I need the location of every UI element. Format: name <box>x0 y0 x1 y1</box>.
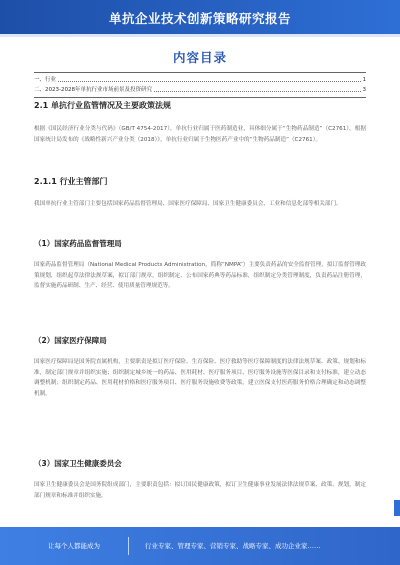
header-title: 单抗企业技术创新策略研究报告 <box>108 11 291 26</box>
toc-item-page: 3 <box>362 87 366 93</box>
section-heading-2-1-1: 2.1.1 行业主管部门 <box>34 177 108 186</box>
paragraph-nmpa: 国家药品监督管理局（National Medical Products Administration，简称“NMPA”）主要负责药品的安全监督管理，拟订监督管理政策规划，组织起草法律法规草案，拟订部门规章，组织制定、公布国家药典等药品标准，组织制定分类管理制度，负责药品注册管理，监督实施药品研制、生产、经营、使用质量管理规范等。 <box>34 262 366 289</box>
page-header <box>0 0 400 34</box>
toc-item-label: 二、2023-2028年单抗行业市场前景及投资研究 <box>34 87 152 93</box>
footer-slogan-left: 让每个人都能成为 <box>48 542 100 550</box>
toc-item-2[interactable] <box>34 85 366 95</box>
toc-title: 内容目录 <box>172 50 227 65</box>
subsection-heading-nhsa: （2）国家医疗保障局 <box>34 336 107 345</box>
side-tab-marker <box>394 500 400 516</box>
subsection-heading-nhc: （3）国家卫生健康委员会 <box>34 459 122 468</box>
toc-top-rule <box>34 72 366 73</box>
toc-item-1[interactable] <box>34 75 366 85</box>
header-underline <box>0 34 400 37</box>
paragraph-regulators: 我国单抗行业主管部门主要包括国家药品监督管理局、国家医疗保障局、国家卫生健康委员会、工业和信息化部等相关部门。 <box>34 201 342 207</box>
footer-divider <box>128 537 129 555</box>
toc-item-page: 1 <box>362 77 366 83</box>
paragraph-nhc: 国家卫生健康委员会是国务院组成部门，主要职责包括：拟订国民健康政策，拟订卫生健康事业发展法律法规草案、政策、规划，制定部门规章和标准并组织实施。 <box>34 482 366 499</box>
paragraph-industry-classification: 根据《国民经济行业分类与代码》（GB/T 4754-2017），单抗行业归属于医药制造业，具体细分属于“生物药品制造”（C2761）。根据国家统计局发布的《战略性新兴产业分类（2018）》，单抗行业归属于生物医药产业中的“生物药品制造”（C2761）。 <box>34 126 366 143</box>
toc-leader-dots <box>154 85 361 92</box>
page-footer <box>0 527 400 565</box>
subsection-heading-nmpa: （1）国家药品监督管理局 <box>34 239 122 248</box>
paragraph-nhsa: 国家医疗保障局是国务院直属机构，主要职责是拟订医疗保险、生育保险、医疗救助等医疗保障制度的法律法规草案、政策、规划和标准，制定部门规章并组织实施；组织制定城乡统一的药品、医用耗材、医疗服务项目、医疗服务设施等医保目录和支付标准，建立动态调整机制；组织制定药品、医用耗材价格和医疗服务项目、医疗服务设施收费等政策，建立医保支付医药服务价格合理确定和动态调整机制。 <box>34 359 366 397</box>
section-heading-2-1: 2.1 单抗行业监管情况及主要政策法规 <box>34 101 171 110</box>
toc-item-label: 一、行业 <box>34 77 57 83</box>
footer-slogan-right: 行业专家、管理专家、营销专家、战略专家、成功企业家…… <box>145 542 321 550</box>
toc-bottom-rule <box>34 97 366 98</box>
toc-leader-dots <box>58 75 360 82</box>
